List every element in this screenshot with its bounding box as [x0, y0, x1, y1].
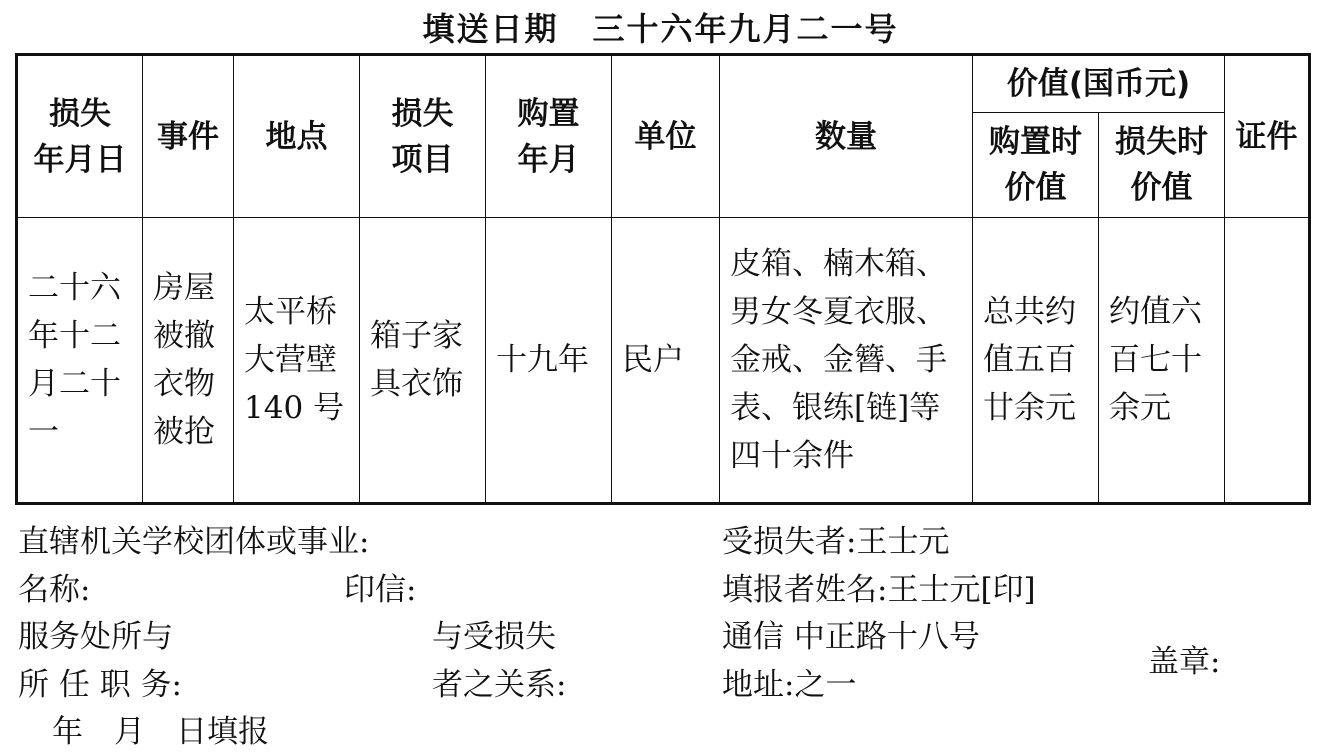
- name-label: 名称:: [18, 572, 91, 608]
- header-loss-date: 损失 年月日: [17, 55, 143, 218]
- header-loss-item: 损失 项目: [360, 55, 486, 218]
- victim-name: 受损失者:王士元: [722, 524, 950, 560]
- header-row-1: [17, 55, 1310, 113]
- cell-loss-date: 二十六 年十二 月二十 一: [17, 218, 143, 504]
- table-row: [17, 218, 1310, 504]
- stamp-label: 盖章:: [1148, 644, 1221, 680]
- cell-location: 太平桥 大营壁 140 号: [234, 218, 360, 504]
- header-event: 事件: [143, 55, 234, 218]
- cell-certificate: [1225, 218, 1310, 504]
- header-location: 地点: [234, 55, 360, 218]
- loss-report-table: [15, 53, 1311, 505]
- cell-value-loss: 约值六 百七十 余元: [1099, 218, 1225, 504]
- header-purchase-date: 购置 年月: [486, 55, 612, 218]
- report-date-line: 年 月 日填报: [52, 714, 269, 750]
- mailing-address: 通信 中正路十八号: [722, 619, 980, 655]
- header-certificate: 证件: [1225, 55, 1310, 218]
- fill-date-title: 填送日期 三十六年九月二一号: [422, 10, 899, 48]
- relation-label-1: 与受损失: [432, 619, 556, 655]
- header-unit: 单位: [612, 55, 720, 218]
- position-label: 所 任 职 务:: [18, 667, 183, 703]
- org-label: 直辖机关学校团体或事业:: [18, 524, 370, 560]
- cell-value-purchase: 总共约 值五百 廿余元: [973, 218, 1099, 504]
- service-label: 服务处所与: [18, 619, 173, 655]
- header-value-group: 价值(国币元): [973, 55, 1225, 113]
- header-quantity: 数量: [720, 55, 973, 218]
- header-value-loss: 损失时 价值: [1099, 113, 1225, 218]
- seal-label: 印信:: [344, 572, 417, 608]
- address-line: 地址:之一: [722, 667, 857, 703]
- cell-quantity: 皮箱、楠木箱、 男女冬夏衣服、 金戒、金簪、手 表、银练[链]等 四十余件: [720, 218, 973, 504]
- header-value-purchase: 购置时 价值: [973, 113, 1099, 218]
- cell-event: 房屋 被撤 衣物 被抢: [143, 218, 234, 504]
- reporter-name: 填报者姓名:王士元[印]: [722, 572, 1036, 608]
- relation-label-2: 者之关系:: [432, 667, 567, 703]
- cell-loss-item: 箱子家 具衣饰: [360, 218, 486, 504]
- cell-purchase-date: 十九年: [486, 218, 612, 504]
- cell-unit: 民户: [612, 218, 720, 504]
